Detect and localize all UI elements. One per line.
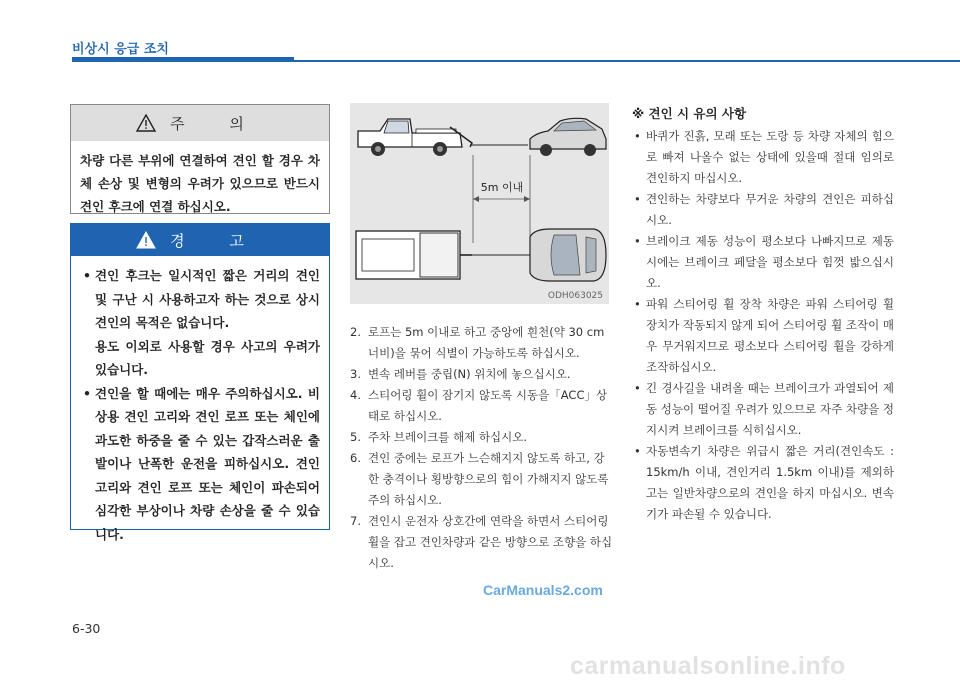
warning-item: • 견인을 할 때에는 매우 주의하십시오. 비상용 견인 고리와 견인 로프 또는 체인에 과도한 하중을 줄 수 있는 갑작스러운 출발이나 난폭한 운전을 피하십시오. 견인 고리와 견인 로프 또는 체인이 파손되어 심각한 부상이나 차량 손상을 줄 수 있습니다.: [83, 382, 320, 547]
note-item: • 긴 경사길을 내려올 때는 브레이크가 과열되어 제동 성능이 떨어질 우려가 있으므로 자주 차량을 정지시켜 브레이크를 식히십시오.: [632, 378, 894, 441]
notes-list: [632, 126, 894, 525]
page-number: 6-30: [72, 621, 101, 636]
note-item: • 자동변속기 차량은 위급시 짧은 거리(견인속도 : 15km/h 이내, 견인거리 1.5km 이내)를 제외하고는 일반차량으로의 견인을 하지 마십시오. 변속기가 파손될 수 있습니다.: [632, 441, 894, 525]
note-item: • 파워 스티어링 휠 장착 차량은 파워 스티어링 휠 장치가 작동되지 않게 되어 스티어링 휠 조작이 매우 무거워지므로 평소보다 스티어링 휠을 강하게 조작하십시오.: [632, 294, 894, 378]
footer-watermark: carmanualsonline.info: [570, 652, 846, 680]
note-item: • 브레이크 제동 성능이 평소보다 나빠지므로 제동시에는 브레이크 페달을 평소보다 힘껏 밟으십시오.: [632, 231, 894, 294]
figure-code: ODH063025: [547, 291, 603, 301]
caution-title: 주 의: [170, 114, 264, 133]
note-item: • 바퀴가 진흙, 모래 또는 도랑 등 차량 자체의 힘으로 빠져 나올수 없는 상태에 있을때 절대 임의로 견인하지 마십시오.: [632, 126, 894, 189]
caution-header: [71, 105, 329, 141]
step-item: 2. 로프는 5m 이내로 하고 중앙에 흰천(약 30 cm 너비)을 묶어 식별이 가능하도록 하십시오.: [350, 325, 605, 360]
tow-truck-top: [356, 231, 472, 279]
warning-item: • 견인 후크는 일시적인 짧은 거리의 견인 및 구난 시 사용하고자 하는 것으로 상시 견인의 목적은 없습니다.: [83, 264, 320, 335]
header-bar: [72, 57, 294, 62]
tow-truck-side: [358, 119, 472, 156]
step-item: 4. 스티어링 휠이 잠기지 않도록 시동을「ACC」상태로 하십시오.: [350, 388, 608, 423]
towed-car-top: [530, 229, 606, 281]
step-item: 5. 주차 브레이크를 해제 하십시오.: [350, 430, 528, 444]
step-item: 3. 변속 레버를 중립(N) 위치에 놓으십시오.: [350, 367, 571, 381]
towing-illustration: [350, 103, 609, 304]
step-item: 7. 견인시 운전자 상호간에 연락을 하면서 스티어링 휠을 잡고 견인차량과 같은 방향으로 조향을 하십시오.: [350, 514, 613, 570]
step-item: 6. 견인 중에는 로프가 느슨해지지 않도록 하고, 강한 충격이나 횡방향으로의 힘이 가해지지 않도록 주의 하십시오.: [350, 451, 609, 507]
notes-title: ※ 견인 시 유의 사항: [632, 106, 747, 121]
towing-diagram: [350, 103, 609, 304]
warning-triangle-icon: [136, 114, 156, 132]
warning-header: [71, 224, 329, 256]
warning-text: [71, 256, 329, 546]
step-list: [350, 322, 614, 574]
caution-box: [70, 104, 330, 214]
warning-triangle-icon: [136, 231, 156, 249]
warning-title: 경 고: [170, 231, 264, 250]
warning-box: [70, 223, 330, 542]
site-watermark: CarManuals2.com: [483, 582, 603, 598]
header-rule: [294, 60, 960, 62]
towed-car-side: [530, 118, 606, 156]
distance-label: 5m 이내: [480, 181, 524, 194]
warning-item-continued: 용도 이외로 사용할 경우 사고의 우려가 있습니다.: [95, 338, 320, 377]
note-item: • 견인하는 차량보다 무거운 차량의 견인은 피하십시오.: [632, 189, 894, 231]
caution-text: 차량 다른 부위에 연결하여 견인 할 경우 차체 손상 및 변형의 우려가 있으므로 반드시 견인 후크에 연결 하십시오.: [80, 153, 320, 214]
section-title: 비상시 응급 조치: [72, 42, 169, 57]
